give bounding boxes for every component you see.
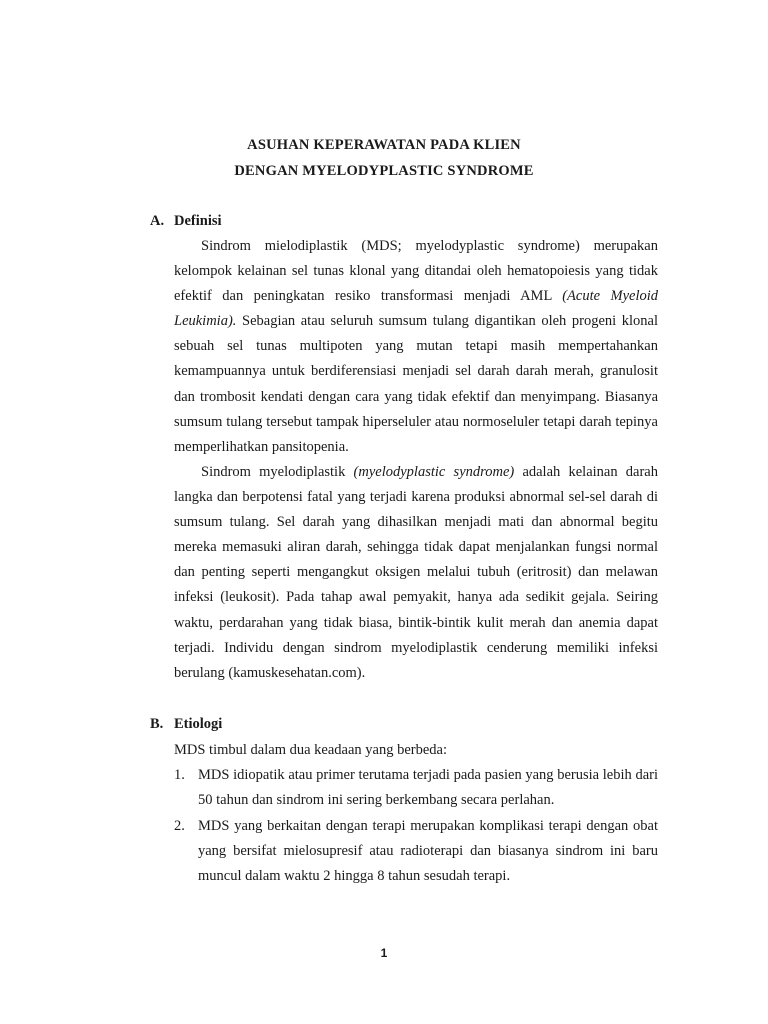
- title-line-2: DENGAN MYELODYPLASTIC SYNDROME: [234, 163, 534, 179]
- etiology-intro: MDS timbul dalam dua keadaan yang berbeda:: [174, 742, 448, 758]
- title-line-1: ASUHAN KEPERAWATAN PADA KLIEN: [247, 137, 521, 153]
- page-number: 1: [380, 946, 388, 960]
- list-text: MDS yang berkaitan dengan terapi merupakan komplikasi terapi dengan obat yang bersifat mielosupresif atau radioterapi dan biasanya sindrom ini baru muncul dalam waktu 2 hingga 8 tahun sesudah terapi.: [198, 818, 658, 884]
- list-text: MDS idiopatik atau primer terutama terjadi pada pasien yang berusia lebih dari 50 tahun dan sindrom ini sering berkembang secara perlahan.: [198, 767, 658, 808]
- para1-italic: (Acute Myeloid Leukimia).: [174, 288, 658, 330]
- definition-paragraph-1: [174, 234, 658, 460]
- list-item: [174, 763, 658, 813]
- list-number: 2.: [174, 818, 185, 834]
- section-b-heading: [150, 716, 222, 733]
- section-b-title: Etiologi: [174, 716, 223, 732]
- para2-text-b: adalah kelainan darah langka dan berpotensi fatal yang terjadi karena produksi abnormal sel-sel darah di sumsum tulang. Sel darah yang dihasilkan menjadi mati dan abnormal begitu mereka memasuki aliran darah, sehingga tidak dapat menjalankan fungsi normal dan penting seperti mengangkut oksigen melalui tubuh (eritrosit) dan melawan infeksi (leukosit). Pada tahap awal pemyakit, hanya ada sedikit gejala. Seiring waktu, perdarahan yang tidak biasa, bintik-bintik kulit merah dan anemia dapat terjadi. Individu dengan sindrom myelodiplastik cenderung memiliki infeksi berulang (kamuskesehatan.com).: [174, 464, 658, 681]
- para2-text-a: Sindrom myelodiplastik: [201, 464, 354, 480]
- section-b-letter: B.: [150, 716, 164, 732]
- list-item: [174, 814, 658, 889]
- list-number: 1.: [174, 767, 185, 783]
- definition-paragraph-2: [174, 460, 658, 686]
- para1-text-a: Sindrom mielodiplastik (MDS; myelodyplastic syndrome) merupakan kelompok kelainan sel tunas klonal yang ditandai oleh hematopoiesis yang tidak efektif dan peningkatan resiko transformasi menjadi AML: [174, 238, 658, 305]
- section-a-heading: [150, 213, 222, 230]
- section-a-letter: A.: [150, 213, 165, 229]
- section-a-title: Definisi: [174, 213, 222, 229]
- para2-italic: (myelodyplastic syndrome): [353, 464, 515, 480]
- para1-text-b: Sebagian atau seluruh sumsum tulang digantikan oleh progeni klonal sebuah sel tunas multipoten yang mutan tetapi masih mempertahankan kemampuannya untuk berdiferensiasi menjadi sel darah darah merah, granulosit dan trombosit kendati dengan cara yang tidak efektif dan menyimpang. Biasanya sumsum tulang tersebut tampak hiperseluler atau normoseluler tetapi darah tepinya memperlihatkan pansitopenia.: [174, 313, 658, 455]
